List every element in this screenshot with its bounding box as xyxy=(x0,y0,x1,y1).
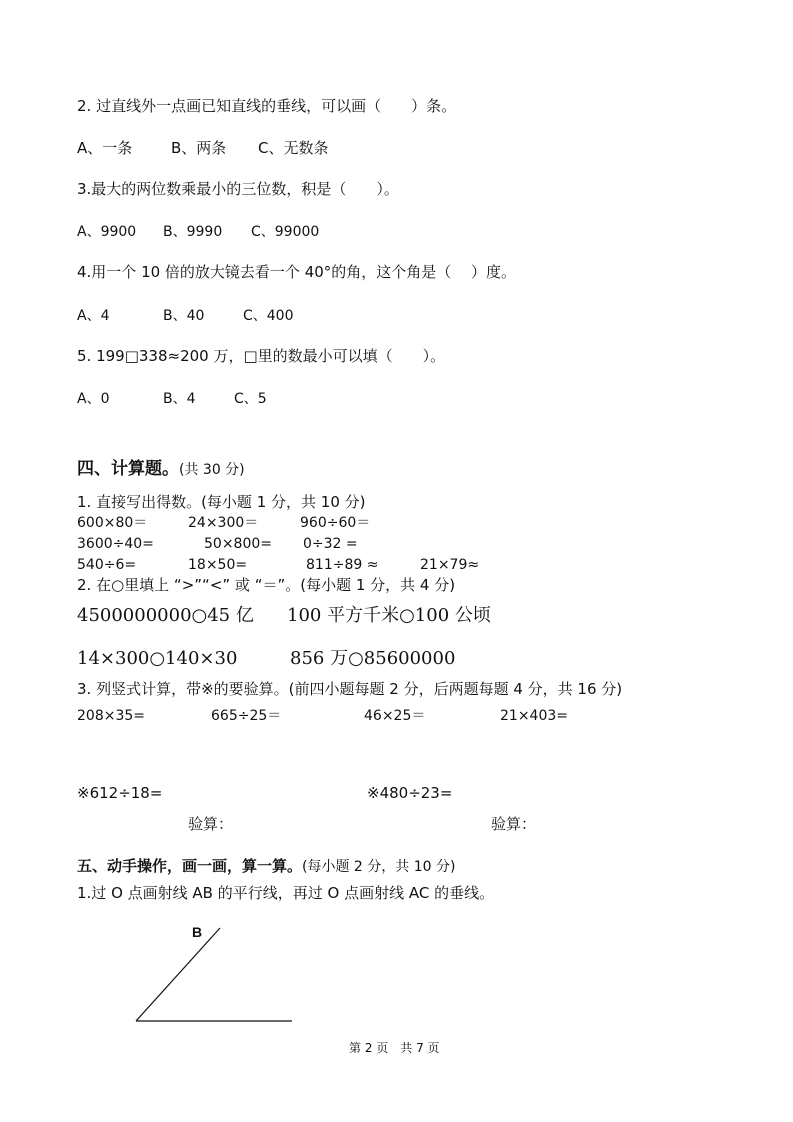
oral-calc-2: 24×300＝ xyxy=(188,515,259,531)
question-4-stem: 4.用一个 10 倍的放大镜去看一个 40°的角，这个角是（ ）度。 xyxy=(77,263,517,281)
section-5-heading-note: (每小题 2 分，共 10 分) xyxy=(302,859,456,875)
question-3-option-c: C、99000 xyxy=(251,224,320,240)
question-3-option-a: A、9900 xyxy=(77,224,137,240)
vertical-calc-2: 665÷25＝ xyxy=(211,708,282,724)
part-2-title: 2. 在○里填上 “>”“<” 或 “＝”。(每小题 1 分，共 4 分) xyxy=(77,576,456,594)
question-4-option-c: C、400 xyxy=(243,308,294,324)
oral-calc-1: 600×80＝ xyxy=(77,515,148,531)
section-5-question-1: 1.过 O 点画射线 AB 的平行线，再过 O 点画射线 AC 的垂线。 xyxy=(77,884,495,902)
part-3-title: 3. 列竖式计算，带※的要验算。(前四小题每题 2 分，后两题每题 4 分，共 16 分) xyxy=(77,680,623,698)
check-label-2: 验算： xyxy=(491,815,537,833)
question-2-option-b: B、两条 xyxy=(171,139,227,157)
ray-ab-line xyxy=(136,928,220,1021)
section-5-heading: 五、动手操作，画一画，算一算。 xyxy=(77,857,303,875)
section-4-heading-note: (共 30 分) xyxy=(179,462,245,478)
compare-3: 14×300○140×30 xyxy=(77,648,238,669)
vertical-calc-1: 208×35= xyxy=(77,708,145,724)
question-2-stem: 2. 过直线外一点画已知直线的垂线，可以画（ ）条。 xyxy=(77,97,457,115)
question-4-option-a: A、4 xyxy=(77,308,110,324)
question-2-option-c: C、无数条 xyxy=(258,139,329,157)
vertical-calc-6: ※480÷23= xyxy=(367,784,453,802)
oral-calc-9: 811÷89 ≈ xyxy=(306,557,379,573)
question-5-option-b: B、4 xyxy=(163,391,196,407)
compare-4: 856 万○85600000 xyxy=(290,648,456,669)
vertical-calc-5: ※612÷18= xyxy=(77,784,163,802)
question-3-option-b: B、9990 xyxy=(163,224,223,240)
check-label-1: 验算： xyxy=(188,815,234,833)
oral-calc-7: 540÷6= xyxy=(77,557,137,573)
oral-calc-8: 18×50= xyxy=(188,557,248,573)
question-5-stem: 5. 199□338≈200 万，□里的数最小可以填（ ）。 xyxy=(77,347,446,365)
vertical-calc-4: 21×403= xyxy=(500,708,568,724)
oral-calc-10: 21×79≈ xyxy=(420,557,480,573)
compare-2: 100 平方千米○100 公顷 xyxy=(287,605,491,626)
oral-calc-3: 960÷60＝ xyxy=(300,515,371,531)
part-1-title: 1. 直接写出得数。(每小题 1 分，共 10 分) xyxy=(77,493,366,511)
question-5-option-a: A、0 xyxy=(77,391,110,407)
question-3-stem: 3.最大的两位数乘最小的三位数，积是（ ）。 xyxy=(77,180,399,198)
oral-calc-5: 50×800= xyxy=(204,536,272,552)
vertical-calc-3: 46×25＝ xyxy=(364,708,426,724)
section-4-heading: 四、计算题。 xyxy=(77,459,179,479)
question-2-option-a: A、一条 xyxy=(77,139,133,157)
oral-calc-4: 3600÷40= xyxy=(77,536,154,552)
oral-calc-6: 0÷32 = xyxy=(303,536,358,552)
page-footer: 第 2 页 共 7 页 xyxy=(349,1041,440,1055)
compare-1: 4500000000○45 亿 xyxy=(77,605,254,626)
point-b-label: B xyxy=(192,924,203,940)
question-5-option-c: C、5 xyxy=(234,391,267,407)
question-4-option-b: B、40 xyxy=(163,308,205,324)
